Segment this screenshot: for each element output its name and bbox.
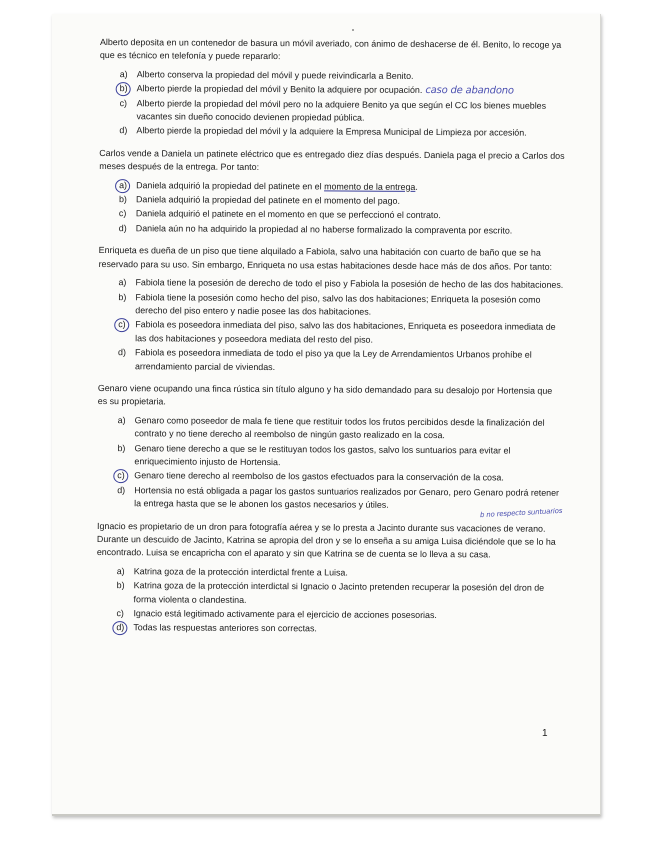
option-text: Daniela adquirió la propiedad del patinete en el momento del pago.: [135, 194, 401, 206]
option-text: Alberto pierde la propiedad del móvil pero no la adquiere Benito ya que según el CC los bienes muebles vacantes sin dueño conocido devienen propiedad pública.: [136, 97, 547, 123]
options-list: [97, 414, 564, 514]
option-letter: c): [116, 608, 124, 619]
option-text: Daniela adquirió la propiedad del patinete en el: [136, 179, 325, 192]
options-list: [99, 68, 565, 141]
option-text: Daniela adquirió el patinete en el momento en que se perfeccionó el contrato.: [135, 208, 441, 221]
exam-content: [96, 36, 566, 647]
option-letter: b): [116, 580, 125, 591]
option-a: [117, 565, 563, 581]
option-c: [117, 469, 563, 485]
option-text: Genaro tiene derecho a que se le restituyan todos los gastos, salvo los suntuarios para evitar el enriquecimiento injusto de Hortensia.: [134, 442, 511, 468]
question-1: [99, 36, 566, 141]
handwritten-note-margin: b no respecto suntuarios: [479, 506, 563, 520]
option-text: Genaro como poseedor de mala fe tiene que restituir todos los frutos percibidos desde la finalización del contrato y no tiene derecho al reembolso de ningún gasto realizado en la cosa.: [134, 414, 545, 441]
options-list: [99, 179, 565, 238]
question-4: [97, 382, 564, 514]
option-a: [120, 68, 566, 84]
option-text: Fabiola tiene la posesión de derecho de todo el piso y Fabiola la posesión de hecho de las dos habitaciones.: [135, 277, 564, 290]
question-stem: Genaro viene ocupando una finca rústica sin título alguno y ha sido demandado para su desalojo por Hortensia que es su propietaria.: [97, 382, 553, 407]
option-letter: d): [118, 347, 127, 358]
option-text: Ignacio está legitimado activamente para el ejercicio de acciones posesorias.: [133, 608, 437, 621]
option-c: [118, 318, 564, 348]
option-letter-circled: a): [119, 179, 133, 192]
option-text: Alberto pierde la propiedad del móvil y la adquiere la Empresa Municipal de Limpieza por accesión.: [136, 125, 527, 139]
underlined-text: momento de la entrega: [324, 181, 416, 192]
question-3: [98, 244, 565, 376]
option-text: Daniela aún no ha adquirido la propiedad al no haberse formalizado la compraventa por escrito.: [135, 223, 513, 236]
option-d: [119, 125, 565, 141]
option-b: [120, 82, 566, 98]
option-d: [118, 346, 564, 376]
question-stem: Enriqueta es dueña de un piso que tiene alquilado a Fabiola, salvo una habitación con cuarto de baño que se ha reservado para su uso. Sin embargo, Enriqueta no usa estas habitaciones desde hace más de dos años. Por tanto:: [98, 245, 553, 272]
option-letter-circled: c): [117, 469, 131, 482]
option-letter: a): [116, 565, 125, 576]
option-text: Genaro tiene derecho al reembolso de los gastos efectuados para la conservación de la cosa.: [134, 470, 504, 483]
option-letter: b): [118, 194, 127, 205]
option-d: [116, 622, 562, 638]
option-c: [119, 208, 565, 224]
question-2: [99, 147, 566, 238]
question-stem: Ignacio es propietario de un dron para fotografía aérea y se lo presta a Jacinto durante sus vacaciones de verano. Durante un descuido de Jacinto, Katrina se apropia del dron y se lo enseña a su amiga Luisa diciéndole que se lo ha encontrado. Luisa se encapricha con el aparato y sin que Katrina se de cuenta se lo lleva a su casa.: [96, 520, 556, 560]
option-text: Todas las respuestas anteriores son correctas.: [133, 622, 317, 634]
option-letter: a): [119, 68, 128, 79]
option-a: [118, 414, 564, 444]
option-letter-circled: b): [120, 82, 134, 95]
option-letter: c): [119, 97, 128, 108]
option-text: Fabiola es poseedora inmediata del piso, salvo las dos habitaciones, Enriqueta es poseedora inmediata de las dos habitaciones y poseedora mediata del resto del piso.: [135, 319, 556, 345]
question-stem: Carlos vende a Daniela un patinete eléctrico que es entregado diez días después. Daniela paga el precio a Carlos dos meses después de la entrega. Por tanto:: [99, 147, 565, 173]
option-d: [119, 222, 565, 238]
handwritten-note: caso de abandono: [425, 85, 514, 97]
option-text: Katrina goza de la protección interdictal frente a Luisa.: [133, 566, 348, 578]
option-letter-circled: c): [118, 318, 132, 331]
option-text: Alberto conserva la propiedad del móvil y puede reivindicarla a Benito.: [136, 69, 414, 81]
option-b: [117, 579, 563, 609]
option-d: [117, 484, 563, 514]
option-letter: a): [117, 414, 126, 425]
option-letter: d): [118, 222, 127, 234]
option-a: [118, 276, 564, 292]
page-number: 1: [542, 728, 548, 739]
option-c: [119, 97, 565, 127]
option-b: [118, 291, 564, 321]
option-letter: d): [119, 125, 128, 136]
option-letter-circled: d): [116, 622, 130, 635]
option-letter: b): [117, 442, 126, 453]
option-letter: c): [118, 208, 127, 219]
option-text: Alberto pierde la propiedad del móvil y Benito la adquiere por ocupación.: [136, 83, 423, 96]
question-stem: Alberto deposita en un contenedor de basura un móvil averiado, con ánimo de deshacerse de él. Benito, lo recoge ya que es técnico en telefonía y puede repararlo:: [99, 36, 562, 62]
option-text: Hortensia no está obligada a pagar los gastos suntuarios realizados por Genaro, pero Genaro podrá retener la entrega hasta que se le abonen los gastos necesarios y útiles.: [134, 484, 560, 510]
options-list: [98, 276, 565, 376]
option-c: [116, 607, 562, 623]
option-text: Katrina goza de la protección interdictal si Ignacio o Jacinto pretenden recuperar la posesión del dron de forma violenta o clandestina.: [133, 580, 545, 605]
option-a: [119, 179, 565, 195]
option-letter: b): [118, 291, 127, 302]
question-5: [96, 520, 563, 638]
option-letter: d): [117, 484, 126, 495]
speck: [352, 29, 354, 31]
options-list: [96, 565, 562, 638]
option-text-end: .: [415, 181, 418, 192]
option-b: [117, 442, 563, 472]
option-text: Fabiola tiene la posesión como hecho del piso, salvo las dos habitaciones; Enriqueta la posesión como derecho del piso entero y nadie posee las dos habitaciones.: [135, 291, 541, 317]
option-b: [119, 193, 565, 209]
option-text: Fabiola es poseedora inmediata de todo el piso ya que la Ley de Arrendamientos Urbanos prohíbe el arrendamiento parcial de viviendas.: [134, 347, 532, 372]
option-letter: a): [118, 277, 127, 288]
